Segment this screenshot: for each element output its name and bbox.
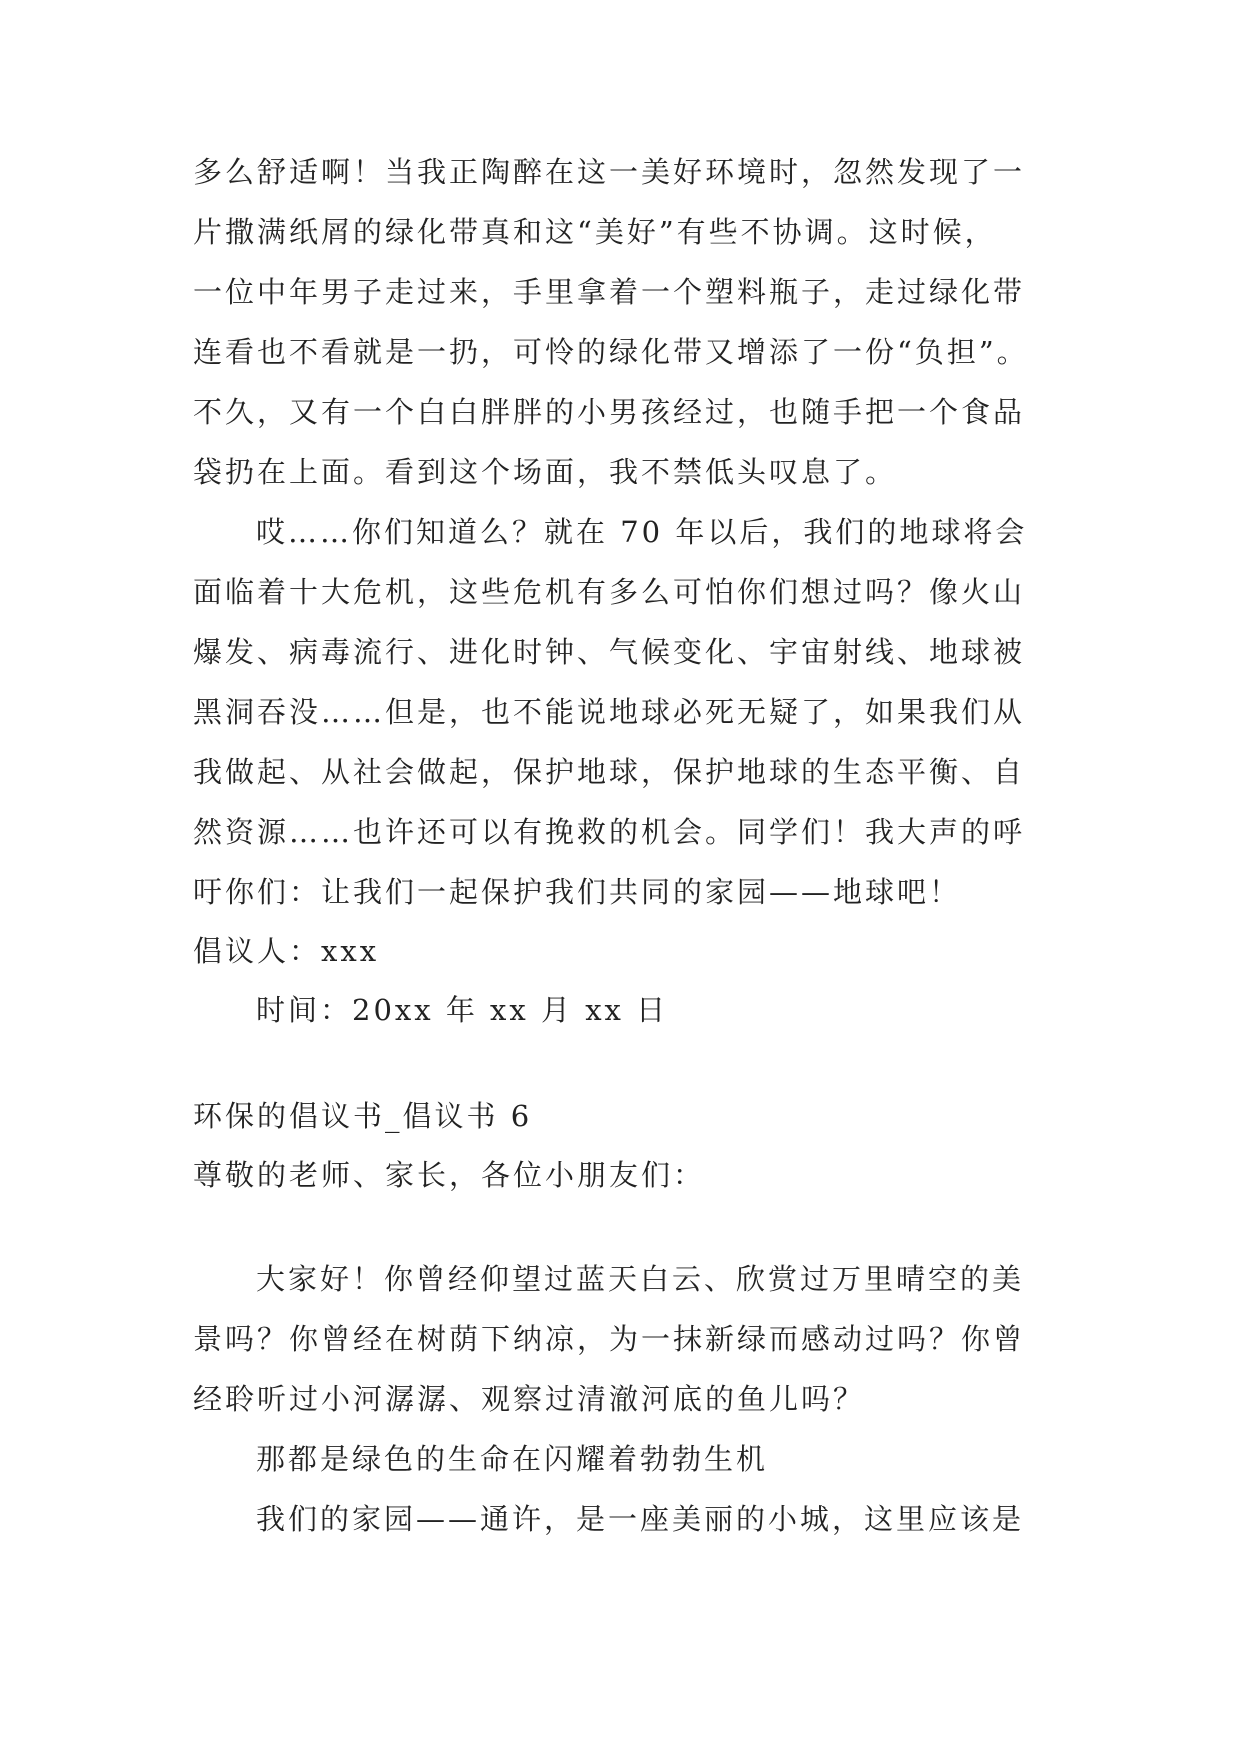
paragraph-line: 我们的家园——通许，是一座美丽的小城，这里应该是 (256, 1502, 1025, 1536)
paragraph-line: 大家好！你曾经仰望过蓝天白云、欣赏过万里晴空的美 (256, 1262, 1025, 1296)
paragraph-line: 我做起、从社会做起，保护地球，保护地球的生态平衡、自 (193, 755, 1026, 789)
signatory-line: 倡议人：xxx (193, 934, 380, 968)
paragraph-line: 然资源……也许还可以有挽救的机会。同学们！我大声的呼 (193, 815, 1026, 849)
paragraph-line: 经聆听过小河潺潺、观察过清澈河底的鱼儿吗？ (193, 1382, 866, 1416)
paragraph-line: 吁你们：让我们一起保护我们共同的家园——地球吧！ (193, 875, 962, 909)
paragraph-line: 一位中年男子走过来，手里拿着一个塑料瓶子，走过绿化带 (193, 275, 1026, 309)
paragraph-line: 连看也不看就是一扔，可怜的绿化带又增添了一份“负担”。 (193, 335, 1029, 369)
salutation: 尊敬的老师、家长，各位小朋友们： (193, 1158, 706, 1192)
paragraph-line: 哎……你们知道么？就在 70 年以后，我们的地球将会 (256, 515, 1028, 549)
paragraph-line: 片撒满纸屑的绿化带真和这“美好”有些不协调。这时候， (193, 215, 997, 249)
paragraph-line: 景吗？你曾经在树荫下纳凉，为一抹新绿而感动过吗？你曾 (193, 1322, 1026, 1356)
paragraph-line: 面临着十大危机，这些危机有多么可怕你们想过吗？像火山 (193, 575, 1026, 609)
paragraph-line: 爆发、病毒流行、进化时钟、气候变化、宇宙射线、地球被 (193, 635, 1026, 669)
paragraph-line: 那都是绿色的生命在闪耀着勃勃生机 (256, 1442, 769, 1476)
paragraph-line: 袋扔在上面。看到这个场面，我不禁低头叹息了。 (193, 455, 898, 489)
paragraph-line: 多么舒适啊！当我正陶醉在这一美好环境时，忽然发现了一 (193, 155, 1026, 189)
section-title: 环保的倡议书_倡议书 6 (193, 1099, 533, 1133)
paragraph-line: 不久，又有一个白白胖胖的小男孩经过，也随手把一个食品 (193, 395, 1026, 429)
date-line: 时间：20xx 年 xx 月 xx 日 (256, 993, 669, 1027)
paragraph-line: 黑洞吞没……但是，也不能说地球必死无疑了，如果我们从 (193, 695, 1026, 729)
